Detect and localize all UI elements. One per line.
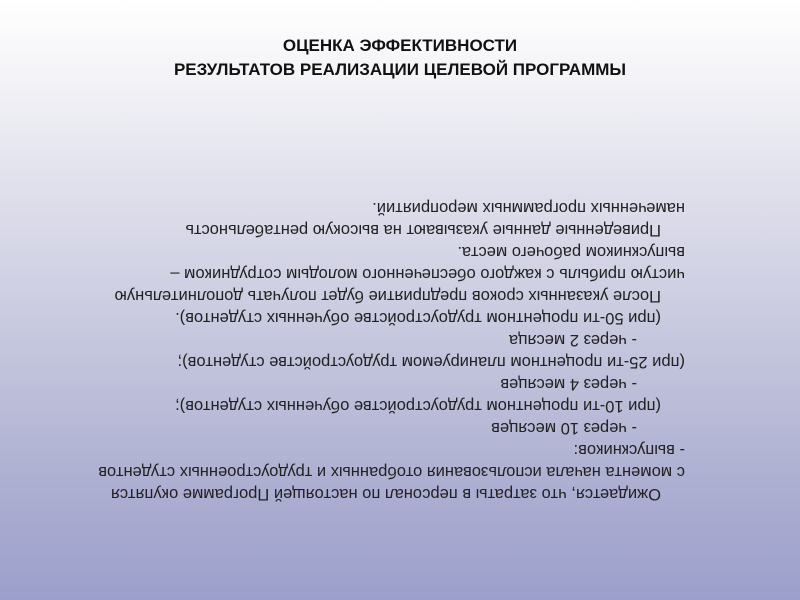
body-line: - через 2 месяца bbox=[508, 331, 637, 349]
body-line: Ожидается, что затраты в персонал по настоящей Программе окупятся bbox=[110, 485, 661, 503]
title-line-2: РЕЗУЛЬТАТОВ РЕАЛИЗАЦИИ ЦЕЛЕВОЙ ПРОГРАММЫ bbox=[173, 60, 627, 79]
body-line: - через 4 месяцев bbox=[500, 375, 637, 393]
body-line: После указанных сроков предприятие будет получать дополнительную bbox=[114, 287, 661, 305]
title-line-1: ОЦЕНКА ЭФФЕКТИВНОСТИ bbox=[282, 36, 518, 55]
body-line: чистую прибыль с каждого обеспеченного молодым сотрудником – bbox=[170, 265, 685, 283]
body-line: с момента начала использования отобранных и трудоустроенных студентов bbox=[98, 463, 685, 481]
body-text-block bbox=[40, 155, 760, 505]
body-line: намеченных программных мероприятий. bbox=[372, 199, 685, 217]
body-line: выпускником рабочего места. bbox=[457, 243, 685, 261]
body-line: - выпускников: bbox=[573, 441, 685, 459]
body-line: Приведенные данные указывают на высокую рентабельность bbox=[185, 221, 661, 239]
body-line: (при 50-ти процентном трудоустройстве обученных студентов). bbox=[175, 309, 661, 327]
body-line: - через 10 месяцев bbox=[491, 419, 637, 437]
body-line: (при 10-ти процентном трудоустройстве обученных студентов); bbox=[175, 397, 661, 415]
body-line: (при 25-ти процентном планируемом трудоустройстве студентов); bbox=[177, 353, 685, 371]
slide-title bbox=[0, 34, 800, 82]
